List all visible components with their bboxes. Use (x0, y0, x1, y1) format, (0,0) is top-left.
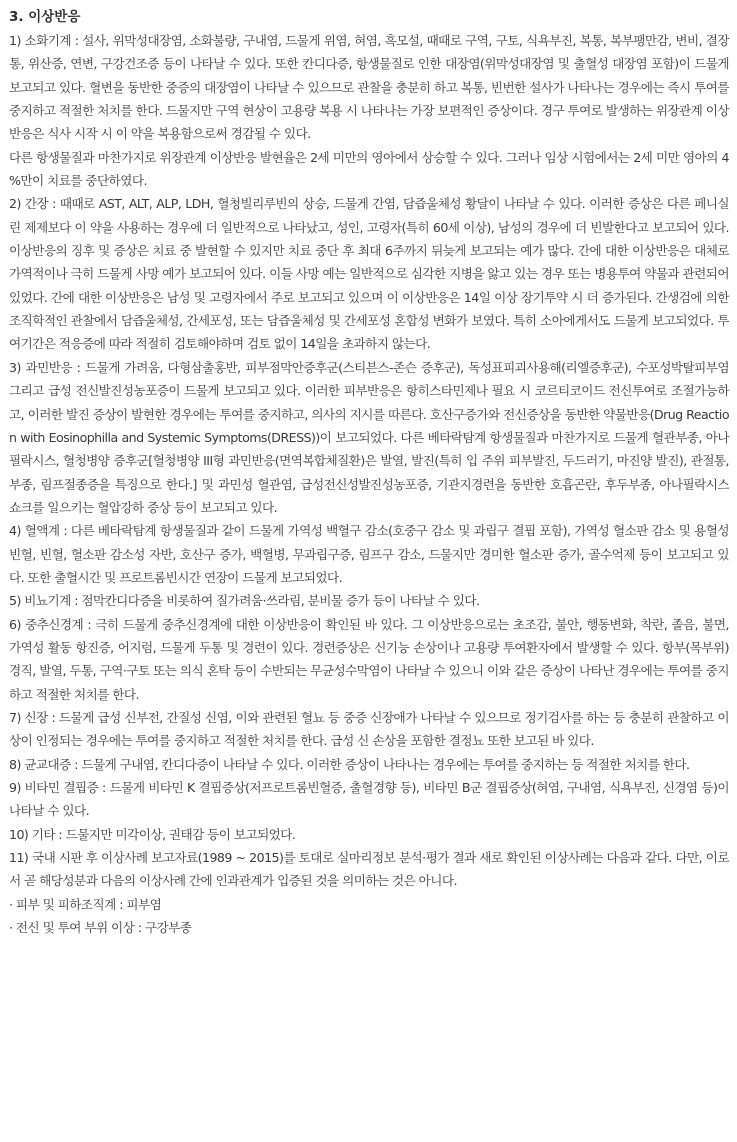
paragraph-other: 10) 기타 : 드물지만 미각이상, 권태감 등이 보고되었다. (9, 826, 296, 842)
paragraph-urinary: 5) 비뇨기계 : 점막칸디다증을 비롯하여 질가려움·쓰라림, 분비물 증가 등이 나타날 수 있다. (9, 593, 480, 609)
list-item-systemic: · 전신 및 투여 부위 이상 : 구강부종 (9, 920, 192, 936)
paragraph-blood: 4) 혈액계 : 다른 베타락탐계 항생물질과 같이 드물게 가역성 백혈구 감소(호중구 감소 및 과립구 결핍 포함), 가역성 혈소판 감소 및 용혈성 빈혈, 빈혈, 혈소판 감소성 자반, 호산구 증가, 백혈병, 무과립구증, 림프구 감소, 드물지만 경미한 혈소판 증가, 골수억제 등이 보고되고 있다. 또한 출혈시간 및 프로트롬빈시간 연장이 드물게 보고되었다. (9, 523, 729, 585)
paragraph-cns: 6) 중추신경계 : 극히 드물게 중추신경계에 대한 이상반응이 확인된 바 있다. 그 이상반응으로는 초조감, 불안, 행동변화, 착란, 졸음, 불면, 가역성 활동 항진증, 어지럼, 드물게 두통 및 경련이 있다. 경련증상은 신기능 손상이나 고용량 투여환자에서 발생할 수 있다. 항부(목부위)경직, 발열, 두통, 구역·구토 또는 의식 혼탁 등이 수반되는 무균성수막염이 나타날 수 있으니 이와 같은 증상이 나타난 경우에는 투여를 중지하고 적절한 처치를 한다. (9, 616, 729, 702)
paragraph-liver: 2) 간장 : 때때로 AST, ALT, ALP, LDH, 혈청빌리루빈의 상승, 드물게 간염, 담즙울체성 황달이 나타날 수 있다. 이러한 증상은 다른 페니실린 제제보다 이 약을 사용하는 경우에 더 일반적으로 나타났고, 성인, 고령자(특히 60세 이상), 남성의 경우에 더 빈발한다고 보고되어 있다. 이상반응의 징후 및 증상은 치료 중 발현할 수 있지만 치료 중단 후 최대 6주까지 뒤늦게 보고되는 예가 많다. 간에 대한 이상반응은 대체로 가역적이나 극히 드물게 사망 예가 보고되어 있다. 이들 사망 예는 일반적으로 심각한 지병을 앓고 있는 경우 또는 병용투여 약물과 관련되어 있었다. 간에 대한 이상반응은 남성 및 고령자에서 주로 보고되고 있으며 이 이상반응은 14일 이상 장기투약 시 더 증가된다. 간생검에 의한 조직학적인 관찰에서 담즙울체성, 간세포성, 또는 담즙울체성 및 간세포성 혼합성 변화가 보였다. 특히 소아에게서도 드물게 보고되었다. 투여기간은 적응증에 따라 적절히 검토해야하며 검토 없이 14일을 초과하지 않는다. (9, 196, 729, 352)
list-item-skin: · 피부 및 피하조직계 : 피부염 (9, 896, 162, 912)
paragraph-superinfection: 8) 균교대증 : 드물게 구내염, 칸디다증이 나타날 수 있다. 이러한 증상이 나타나는 경우에는 투여를 중지하는 등 적절한 처치를 한다. (9, 756, 690, 772)
section-title: 3. 이상반응 (9, 9, 81, 25)
paragraph-gastrointestinal: 1) 소화기계 : 설사, 위막성대장염, 소화불량, 구내염, 드물게 위염, 혀염, 흑모설, 때때로 구역, 구토, 식욕부진, 복통, 복부팽만감, 변비, 결장통, 위산증, 연변, 구강건조증 등이 나타날 수 있다. 또한 칸디다증, 항생물질로 인한 대장염(위막성대장염 및 출혈성 대장염 포함)이 드물게 보고되고 있다. 혈변을 동반한 중증의 대장염이 나타날 수 있으므로 관찰을 충분히 하고 복통, 빈번한 설사가 나타나는 경우에는 즉시 투여를 중지하고 적절한 처치를 한다. 드물지만 구역 현상이 고용량 복용 시 나타나는 가장 보편적인 증상이다. 경구 투여로 발생하는 위장관계 이상반응은 식사 시작 시 이 약을 복용함으로써 경감될 수 있다. (9, 33, 729, 142)
paragraph-vitamin-deficiency: 9) 비타민 결핍증 : 드물게 비타민 K 결핍증상(저프로트롬빈혈증, 출혈경향 등), 비타민 B군 결핍증상(혀염, 구내염, 식욕부진, 신경염 등)이 나타날 수 있다. (9, 780, 729, 819)
paragraph-gastrointestinal-infants: 다른 항생물질과 마찬가지로 위장관계 이상반응 발현율은 2세 미만의 영아에서 상승할 수 있다. 그러나 임상 시험에서는 2세 미만 영아의 4 %만이 치료를 중단하였다. (9, 149, 729, 189)
paragraph-hypersensitivity: 3) 과민반응 : 드물게 가려움, 다형삼출홍반, 피부점막안증후군(스티븐스-존슨 증후군), 독성표피괴사용해(리엘증후군), 수포성박탈피부염 그리고 급성 전신발진성농포증이 드물게 보고되고 있다. 이러한 피부반응은 항히스타민제나 필요 시 코르티코이드 전신투여로 조절가능하고, 이러한 발진 증상이 발현한 경우에는 투여를 중지하고, 의사의 지시를 따른다. 호산구증가와 전신증상을 동반한 약물반응(Drug Reaction with Eosinophilla and Systemic Symptoms(DRESS))이 보고되었다. 다른 베타락탐계 항생물질과 마찬가지로 드물게 혈관부종, 아나필락시스, 혈청병양 증후군[혈청병양 III형 과민반응(면역복합체질환)은 발열, 발진(특히 입 주위 피부발진, 두드러기, 마진양 발진), 관절통, 부종, 림프절종증을 특징으로 한다.] 및 과민성 혈관염, 급성전신성발진성농포증, 기관지경련을 동반한 호흡곤란, 후두부종, 아나필락시스 쇼크를 일으키는 혈압강하 증상 등이 보고되고 있다. (9, 359, 729, 515)
paragraph-kidney: 7) 신장 : 드물게 급성 신부전, 간질성 신염, 이와 관련된 혈뇨 등 중증 신장애가 나타날 수 있으므로 정기검사를 하는 등 충분히 관찰하고 이상이 인정되는 경우에는 투여를 중지하고 적절한 처치를 한다. 급성 신 손상을 포함한 결정뇨 또한 보고된 바 있다. (9, 709, 729, 749)
paragraph-postmarketing: 11) 국내 시판 후 이상사례 보고자료(1989 ~ 2015)를 토대로 실마리정보 분석·평가 결과 새로 확인된 이상사례는 다음과 같다. 다만, 이로서 곧 해당성분과 다음의 이상사례 간에 인과관계가 입증된 것을 의미하는 것은 아니다. (9, 850, 729, 889)
